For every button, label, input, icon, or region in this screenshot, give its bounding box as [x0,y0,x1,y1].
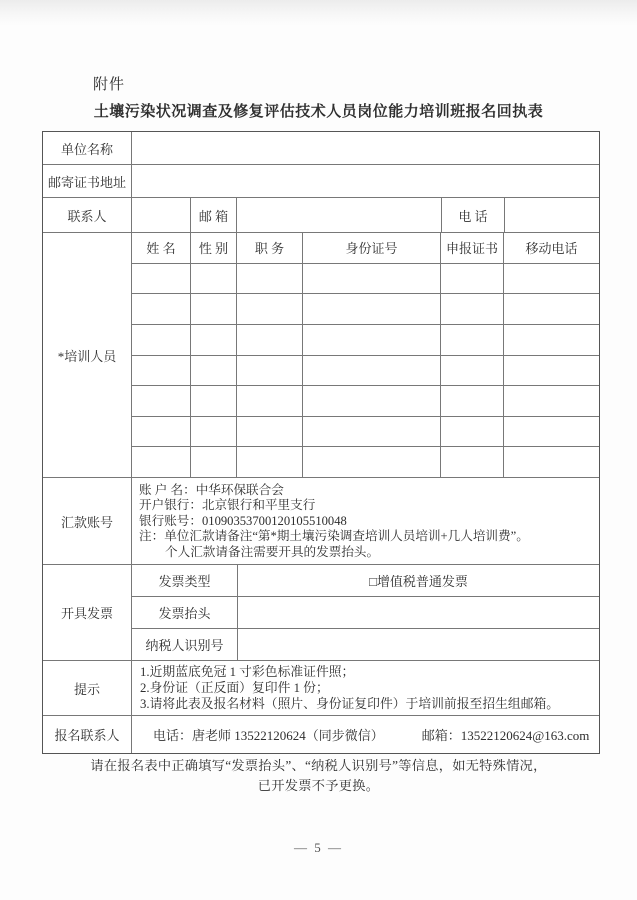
unit-name-label: 单位名称 [43,132,132,164]
row-contact [43,198,599,233]
trainee-cell[interactable] [303,356,441,386]
trainee-cell[interactable] [132,294,191,324]
registration-contact-content [132,716,599,753]
invoice-title-field[interactable] [238,597,599,628]
row-mail-address [43,165,599,198]
contact-phone-field[interactable] [505,198,599,232]
tip-line-1: 1.近期蓝底免冠 1 寸彩色标准证件照； [140,665,355,680]
trainee-cell[interactable] [504,356,599,386]
trainee-cell[interactable] [191,386,237,416]
invoice-type-label: 发票类型 [132,565,238,596]
trainee-cell[interactable] [441,417,504,447]
trainee-cell[interactable] [303,447,441,477]
remittance-account-number: 银行账号：01090353700120105510048 [139,513,347,528]
scan-edge-shading [0,0,637,26]
remittance-label: 汇款账号 [43,478,132,564]
tips-content [132,661,599,715]
trainee-col-position: 职 务 [237,233,303,263]
contact-phone-label: 电 话 [442,198,505,232]
trainee-row [132,325,599,356]
trainee-col-gender: 性 别 [191,233,237,263]
trainee-header-row [132,233,599,264]
trainee-cell[interactable] [441,386,504,416]
row-tips [43,661,599,716]
trainee-col-mobile: 移动电话 [525,241,578,257]
contact-label: 联系人 [43,198,132,232]
invoice-title-label: 发票抬头 [132,597,238,628]
unit-name-field[interactable] [132,132,599,164]
trainee-cell[interactable] [191,417,237,447]
trainee-cell[interactable] [504,294,599,324]
trainee-cell[interactable] [504,417,599,447]
footer-note-line-2: 已开发票不予更换。 [257,778,380,793]
invoice-title-row [132,597,599,629]
row-registration-contact [43,716,599,753]
trainee-cell[interactable] [303,264,441,294]
row-unit-name [43,132,599,165]
trainee-cell[interactable] [132,417,191,447]
trainee-cell[interactable] [303,294,441,324]
trainee-cell[interactable] [237,325,303,355]
invoice-sub-table [132,565,599,660]
mail-address-label: 邮寄证书地址 [43,165,132,197]
tip-line-3: 3.请将此表及报名材料（照片、身份证复印件）于培训前报至招生组邮箱。 [140,696,560,711]
invoice-type-row [132,565,599,597]
remittance-details [132,478,599,564]
trainee-cell[interactable] [132,325,191,355]
attachment-label: 附件 [93,77,126,93]
row-invoice [43,565,599,661]
taxpayer-id-row [132,629,599,660]
registration-contact-phone: 电话：唐老师 13522120624（同步微信） [153,728,384,744]
trainee-cell[interactable] [504,447,599,477]
trainee-cell[interactable] [504,386,599,416]
trainee-cell[interactable] [441,294,504,324]
trainee-cell[interactable] [504,264,599,294]
trainee-cell[interactable] [303,417,441,447]
invoice-type-checkbox-option[interactable]: □增值税普通发票 [369,574,468,590]
trainee-cell[interactable] [132,386,191,416]
trainee-cell[interactable] [441,447,504,477]
remittance-note-line1: 注：单位汇款请备注“第*期土壤污染调查培训人员培训+几人培训费”。 [139,529,529,544]
trainee-cell[interactable] [191,356,237,386]
trainee-section-label: *培训人员 [43,233,132,477]
trainee-cell[interactable] [303,325,441,355]
remittance-account-name: 账 户 名：中华环保联合会 [139,483,284,497]
trainee-cell[interactable] [441,325,504,355]
contact-email-field[interactable] [237,198,442,232]
trainee-cell[interactable] [237,386,303,416]
trainee-row [132,386,599,417]
trainee-cell[interactable] [237,294,303,324]
trainee-grid [132,233,599,477]
trainee-cell[interactable] [191,264,237,294]
trainee-col-certificate: 申报证书 [441,233,504,263]
page-number: — 5 — [294,840,343,855]
tips-label: 提示 [43,661,132,715]
trainee-row [132,264,599,295]
trainee-cell[interactable] [191,325,237,355]
contact-name-field[interactable] [132,198,191,232]
trainee-cell[interactable] [132,447,191,477]
taxpayer-id-label: 纳税人识别号 [132,629,238,660]
trainee-row [132,294,599,325]
page-title: 土壤污染状况调查及修复评估技术人员岗位能力培训班报名回执表 [93,104,544,120]
registration-contact-email: 邮箱：13522120624@163.com [421,728,590,744]
row-remittance [43,478,599,565]
trainee-cell[interactable] [441,264,504,294]
trainee-cell[interactable] [237,417,303,447]
tip-line-2: 2.身份证（正反面）复印件 1 份； [140,680,329,695]
contact-email-label: 邮 箱 [191,198,237,232]
trainee-cell[interactable] [237,447,303,477]
trainee-col-id-number: 身份证号 [303,233,441,263]
registration-contact-label: 报名联系人 [43,716,132,753]
taxpayer-id-field[interactable] [238,629,599,660]
trainee-cell[interactable] [191,447,237,477]
trainee-cell[interactable] [303,386,441,416]
invoice-label: 开具发票 [43,565,132,660]
trainee-cell[interactable] [132,264,191,294]
trainee-cell[interactable] [237,264,303,294]
row-trainees [43,233,599,478]
trainee-row [132,417,599,448]
trainee-row [132,356,599,387]
footer-note [0,756,637,796]
footer-note-line-1: 请在报名表中正确填写“发票抬头”、“纳税人识别号”等信息，如无特殊情况， [90,758,547,773]
remittance-note-line2: 个人汇款请备注需要开具的发票抬头。 [165,544,380,559]
trainee-row [132,447,599,477]
mail-address-field[interactable] [132,165,599,197]
trainee-cell[interactable] [441,356,504,386]
trainee-cell[interactable] [237,356,303,386]
trainee-cell[interactable] [132,356,191,386]
remittance-bank: 开户银行：北京银行和平里支行 [139,498,316,513]
registration-form-table [42,131,600,754]
trainee-cell[interactable] [191,294,237,324]
trainee-col-name: 姓 名 [132,233,191,263]
trainee-cell[interactable] [504,325,599,355]
